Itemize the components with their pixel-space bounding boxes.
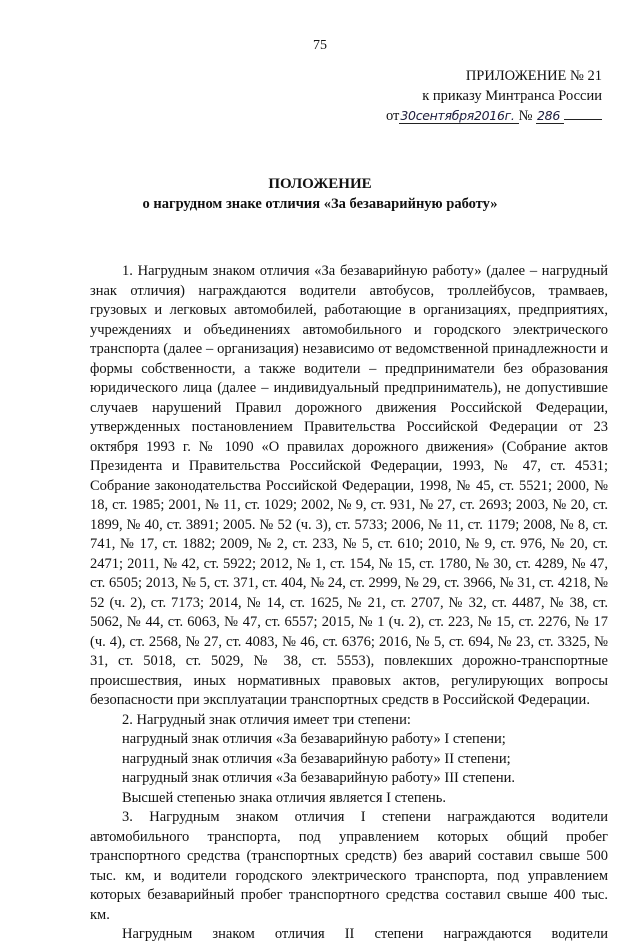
page-number: 75: [313, 38, 327, 53]
document-body: [90, 262, 608, 945]
paragraph-4: Нагрудным знаком отличия II степени награждаются водители: [122, 926, 608, 942]
underline: [564, 107, 602, 120]
document-title: ПОЛОЖЕНИЕ: [268, 176, 372, 192]
appendix-date-line: [386, 106, 602, 126]
paragraph-2: 2. Нагрудный знак отличия имеет три степени:: [122, 711, 411, 728]
paragraph-1: 1. Нагрудным знаком отличия «За безаварийную работу» (далее – нагрудный знак отличия) награждаются водители автобусов, троллейбусов, трамваев, грузовых и легковых автомобилей, работающие в организациях, предприятиях, учреждениях и объединениях автомобильного и городского электрического транспорта (далее – организация) независимо от ведомственной принадлежности и формы собственности, а также водители – предприниматели без образования юридического лица (далее – индивидуальный предприниматель), не допустившие случаев нарушений Правил дорожного движения Российской Федерации, утвержденных постановлением Правительства Российской Федерации от 23 октября 1993 г. № 1090 «О правилах дорожного движения» (Собрание актов Президента и Правительства Российской Федерации, 1993, № 47, ст. 4531; Собрание законодательства Российской Федерации, 1998, № 45, ст. 5521; 2000, № 18, ст. 1985; 2001, № 11, ст. 1029; 2002, № 9, ст. 931, № 27, ст. 2693; 2003, № 20, ст. 1899, № 40, ст. 3891; 2005. № 52 (ч. 3), ст. 5733; 2006, № 11, ст. 1179; 2008, № 8, ст. 741, № 17, ст. 1882; 2009, № 2, ст. 233, № 5, ст. 610; 2010, № 9, ст. 976, № 20, ст. 2471; 2011, № 42, ст. 5922; 2012, № 1, ст. 154, № 15, ст. 1780, № 30, ст. 4289, № 47, ст. 6505; 2013, № 5, ст. 371, ст. 404, № 24, ст. 2999, № 29, ст. 3966, № 31, ст. 4218, № 52 (ч. 2), ст. 7173; 2014, № 14, ст. 1625, № 21, ст. 2707, № 32, ст. 4487, № 38, ст. 5062, № 44, ст. 6063, № 47, ст. 6557; 2015, № 1 (ч. 2), ст. 223, № 15, ст. 2276, № 17 (ч. 4), ст. 2568, № 27, ст. 4083, № 46, ст. 6376; 2016, № 5, ст. 694, № 23, ст. 3325, № 31, ст. 5018, ст. 5029, № 38, ст. 5553), повлекших дорожно-транспортные происшествия, иных нормативных правовых актов, регулирующих вопросы безопасности при эксплуатации транспортных средств в Российской Федерации.: [90, 263, 608, 708]
date-prefix: от: [385, 108, 400, 124]
handwritten-number: 286: [536, 108, 564, 124]
highest-degree-line: Высшей степенью знака отличия является I степень.: [122, 789, 447, 806]
handwritten-date: 30сентября2016г.: [399, 108, 518, 124]
document-title-block: [0, 174, 640, 214]
appendix-header: [386, 66, 602, 126]
degree-2-line: нагрудный знак отличия «За безаварийную работу» II степени;: [122, 750, 511, 767]
document-subtitle: о нагрудном знаке отличия «За безаварийную работу»: [142, 196, 498, 212]
degree-1-line: нагрудный знак отличия «За безаварийную работу» I степени;: [122, 731, 506, 747]
number-label: №: [518, 108, 533, 124]
appendix-order: к приказу Минтранса России: [422, 88, 602, 104]
degree-3-line: нагрудный знак отличия «За безаварийную работу» III степени.: [122, 770, 516, 786]
paragraph-3: 3. Нагрудным знаком отличия I степени награждаются водители автомобильного транспорта, под управлением которых общий пробег транспортного средства (транспортных средств) без аварий составил свыше 500 тыс. км, и водители городского электрического транспорта, под управлением которых безаварийный пробег транспортного средства составил свыше 400 тыс. км.: [90, 809, 608, 923]
appendix-title: ПРИЛОЖЕНИЕ № 21: [465, 68, 602, 84]
